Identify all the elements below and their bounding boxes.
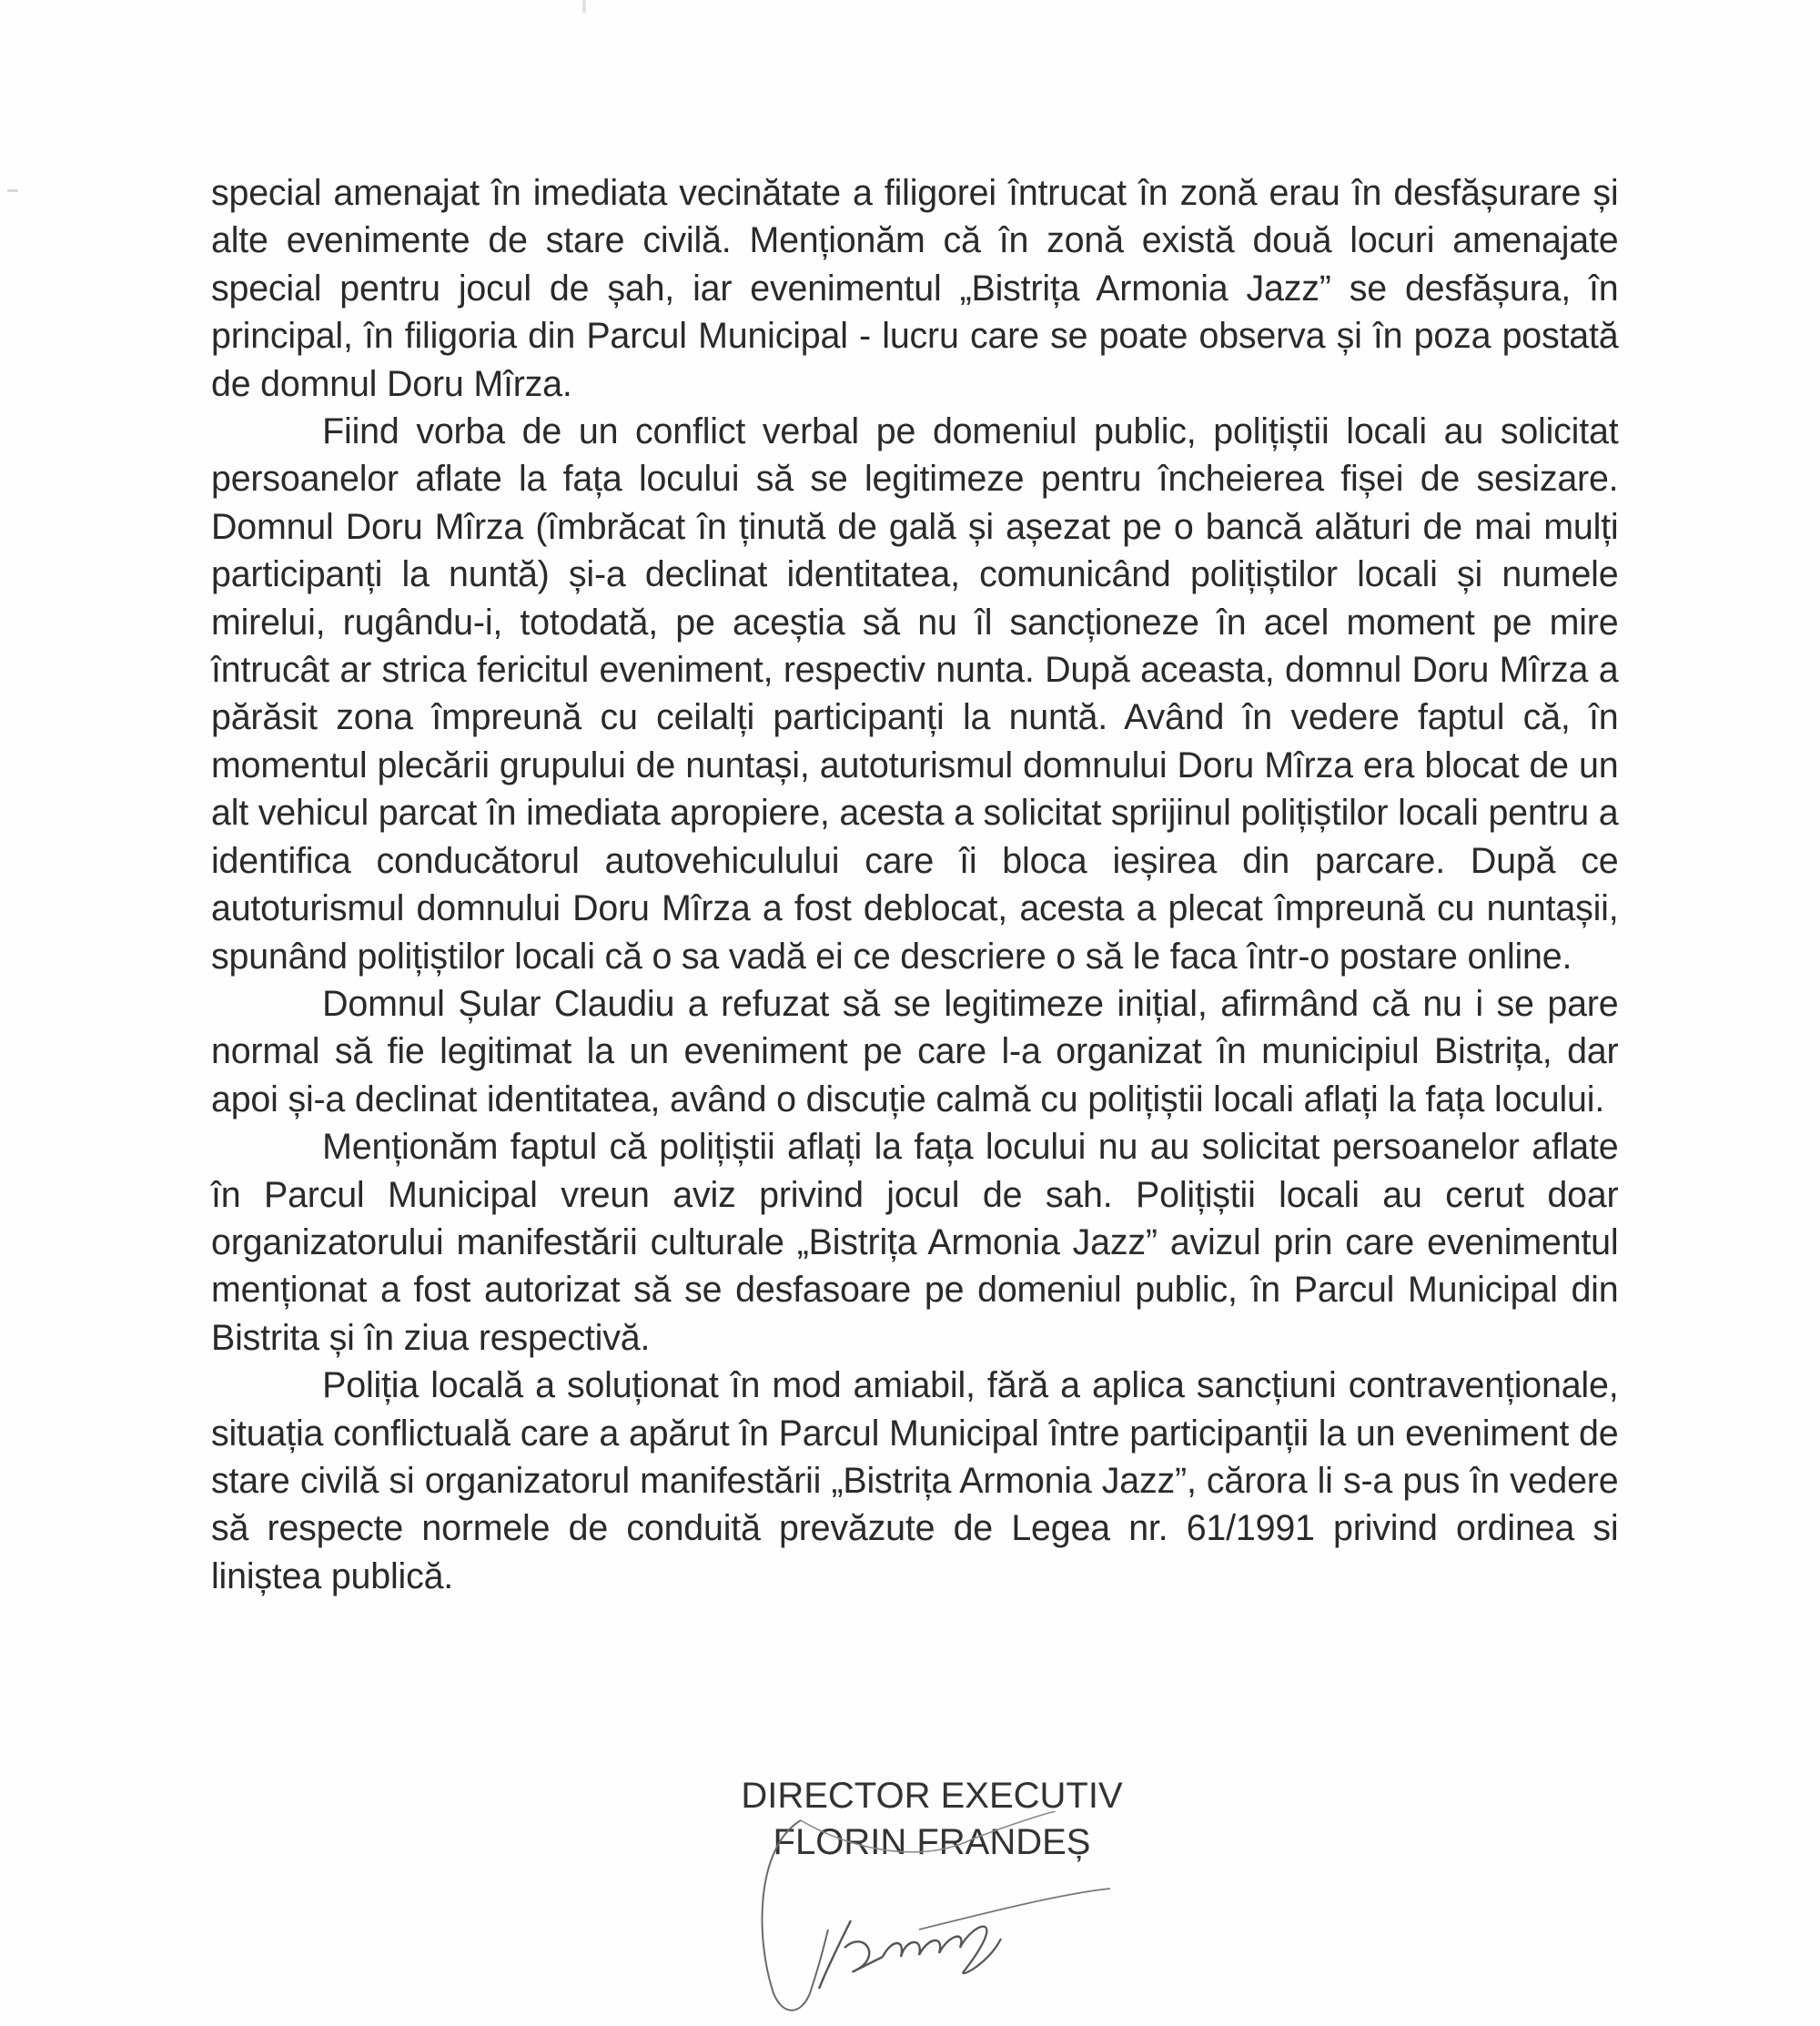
- paragraph-3: Domnul Șular Claudiu a refuzat să se legitimeze inițial, afirmând că nu i se pare normal să fie legitimat la un eveniment pe care l-a organizat în municipiul Bistrița, dar apoi și-a declinat identitatea, având o discuție calmă cu polițiștii locali aflați la fața locului.: [211, 983, 1619, 1119]
- handwritten-signature-icon: [737, 1811, 1156, 2021]
- scan-artifact: [582, 0, 586, 13]
- scan-artifact: [7, 189, 18, 192]
- signatory-name: FLORIN FRANDEȘ: [773, 1822, 1091, 1862]
- paragraph-5: Poliția locală a soluționat în mod amiabil, fără a aplica sancțiuni contravenționale, situația conflictuală care a apărut în Parcul Municipal între participanții la un eveniment de stare civilă si organizatorul manifestării „Bistrița Armonia Jazz”, cărora li s-a pus în vedere să respecte normele de conduită prevăzute de Legea nr. 61/1991 privind ordinea si liniștea publică.: [211, 1365, 1619, 1596]
- document-body: [211, 169, 1618, 1600]
- paragraph-4: Menționăm faptul că polițiștii aflați la fața locului nu au solicitat persoanelor aflate în Parcul Municipal vreun aviz privind jocul de sah. Polițiștii locali au cerut doar organizatorului manifestării culturale „Bistrița Armonia Jazz” avizul prin care evenimentul menționat a fost autorizat să se desfasoare pe domeniul public, în Parcul Municipal din Bistrita și în ziua respectivă.: [211, 1127, 1619, 1358]
- paragraph-1: special amenajat în imediata vecinătate a filigorei întrucat în zonă erau în desfășurare și alte evenimente de stare civilă. Menționăm că în zonă există două locuri amenajate special pentru jocul de șah, iar evenimentul „Bistrița Armonia Jazz” se desfășura, în principal, în filigoria din Parcul Municipal - lucru care se poate observa și în poza postată de domnul Doru Mîrza.: [211, 173, 1619, 404]
- signatory-title: DIRECTOR EXECUTIV: [741, 1776, 1123, 1816]
- paragraph-2: Fiind vorba de un conflict verbal pe domeniul public, polițiștii locali au solicitat persoanelor aflate la fața locului să se legitimeze pentru încheierea fișei de sesizare. Domnul Doru Mîrza (îmbrăcat în ținută de gală și așezat pe o bancă alături de mai mulți participanți la nuntă) și-a declinat identitatea, comunicând polițiștilor locali și numele mirelui, rugându-i, totodată, pe aceștia să nu îl sancționeze în acel moment pe mire întrucât ar strica fericitul eveniment, respectiv nunta. După aceasta, domnul Doru Mîrza a părăsit zona împreună cu ceilalți participanți la nuntă. Având în vedere faptul că, în momentul plecării grupului de nuntași, autoturismul domnului Doru Mîrza era blocat de un alt vehicul parcat în imediata apropiere, acesta a solicitat sprijinul polițiștilor locali pentru a identifica conducătorul autovehiculului care îi bloca ieșirea din parcare. După ce autoturismul domnului Doru Mîrza a fost deblocat, acesta a plecat împreună cu nuntașii, spunând polițiștilor locali că o sa vadă ei ce descriere o să le faca într-o postare online.: [211, 411, 1619, 977]
